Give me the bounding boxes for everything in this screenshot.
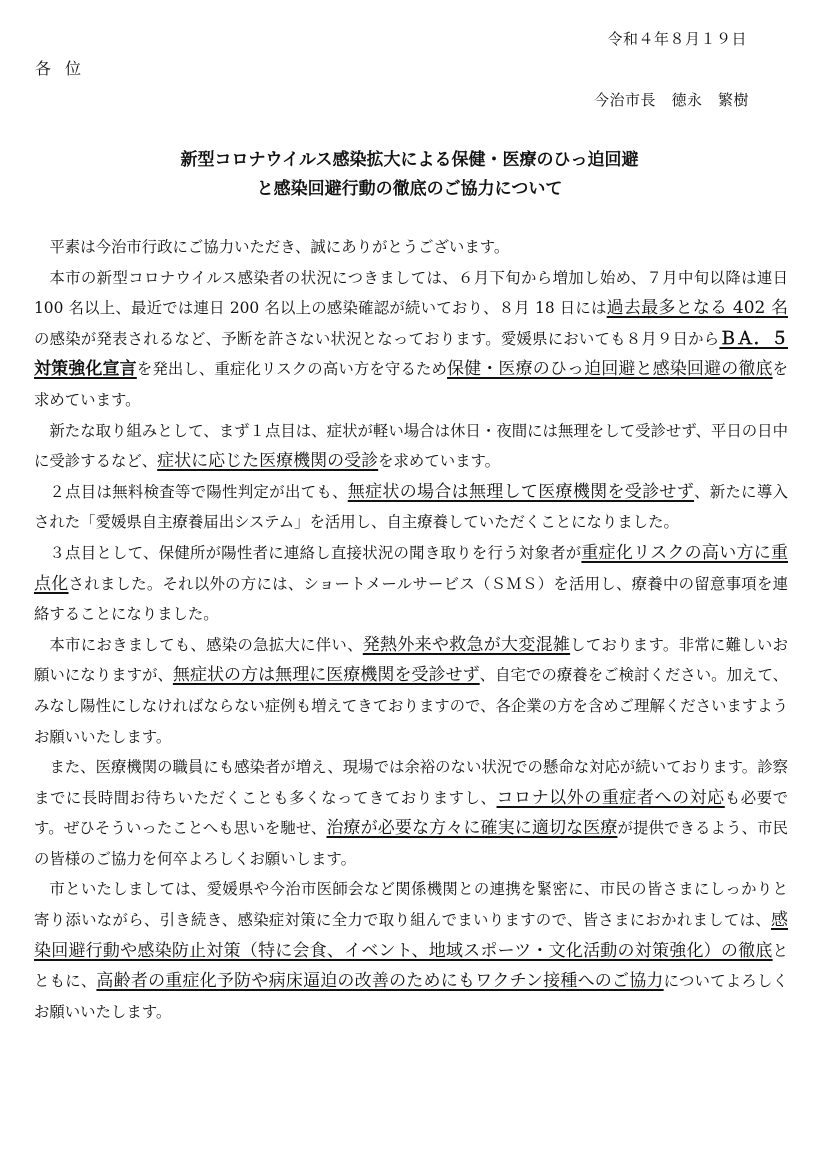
highlight-ba5-declaration: ＢＡ．５対策強化宣言 [34, 328, 788, 380]
title-line-2: と感染回避行動の徹底のご協力について [256, 179, 563, 199]
paragraph-text: の感染が発表されるなど、予断を許さない状況となっております。愛媛県においても８月９日から [34, 329, 720, 348]
highlight-record-cases: 過去最多となる 402 名 [606, 298, 788, 319]
paragraph-text: 、自宅での療養をご検討ください。加えて、みなし陽性にしなければならない症例も増えてきておりますので、各企業の方を含めご理解くださいますようお願いいたします。 [34, 666, 788, 746]
highlight-vaccination: 高齢者の重症化予防や病床逼迫の改善のためにもワクチン接種へのご協力 [96, 971, 664, 992]
paragraph-text: 平素は今治市行政にご協力いただき、誠にありがとうございます。 [49, 238, 510, 256]
addressee: 各位 [35, 59, 96, 78]
highlight-appropriate-clinic: 症状に応じた医療機関の受診 [157, 451, 379, 472]
paragraph-text: を求めています。 [34, 360, 789, 409]
document-title [0, 146, 819, 204]
highlight-fever-clinic-congestion: 発熱外来や救急が大変混雑 [362, 634, 571, 655]
highlight-medical-strain: 保健・医療のひっ迫回避と感染回避の徹底 [447, 359, 773, 380]
highlight-asymptomatic-home: 無症状の方は無理に医療機関を受診せず [172, 665, 480, 686]
paragraph-text: ２点目は無料検査等で陽性判定が出ても、 [49, 482, 348, 501]
paragraph-text: が提供できるよう、市民の皆様のご協力を何卒よろしくお願いします。 [34, 819, 788, 868]
paragraph-text: も必要です。ぜひそういったことへも思いを馳せ、 [34, 788, 788, 838]
paragraph-text: ３点目として、保健所が陽性者に連絡し直接状況の聞き取りを行う対象者が [49, 543, 582, 562]
paragraph-text: 市といたしましては、愛媛県や今治市医師会など関係機関との連携を緊密に、市民の皆さまにしっかりと寄り添いながら、引き続き、感染症対策に全力で取り組んでまいりますので、皆さまにおかれましては、 [34, 880, 788, 930]
paragraph-medical-staff [34, 752, 788, 874]
document-body [34, 232, 788, 1027]
highlight-high-risk-focus: 重症化リスクの高い方に重点化 [34, 542, 788, 594]
paragraph-text: 新たな取り組みとして、まず１点目は、症状が軽い場合は休日・夜間には無理をして受診せず、平日の日中に受診するなど、 [34, 421, 788, 471]
paragraph-text: とともに、 [34, 941, 788, 991]
sender-signature: 今治市長 徳永 繁樹 [593, 91, 749, 109]
paragraph-closing [34, 874, 788, 1027]
paragraph-greeting [34, 232, 788, 263]
paragraph-situation [34, 263, 788, 416]
paragraph-text: しております。非常に難しいお願いになりますが、 [34, 635, 788, 685]
paragraph-text: また、医療機関の職員にも感染者が増え、現場では余裕のない状況での懸命な対応が続いております。診察までに長時間お待ちいただくことも多くなってきておりますし、 [34, 758, 788, 807]
highlight-asymptomatic: 無症状の場合は無理して医療機関を受診せず [347, 481, 695, 502]
paragraph-text: についてよろしくお願いいたします。 [34, 972, 788, 1021]
highlight-needed-care: 治療が必要な方々に確実に適切な医療 [326, 818, 618, 839]
paragraph-text: を求めています。 [378, 452, 501, 471]
paragraph-text: されました。それ以外の方には、ショートメールサービス（ＳＭＳ）を活用し、療養中の留意事項を連絡することになりました。 [34, 574, 788, 624]
paragraph-text: を発出し、重症化リスクの高い方を守るため [136, 360, 448, 379]
paragraph-point-2 [34, 477, 788, 538]
paragraph-point-3 [34, 538, 788, 630]
highlight-non-covid-severe: コロナ以外の重症者への対応 [496, 787, 725, 808]
paragraph-text: 、新たに導入された「愛媛県自主療養届出システム」を活用し、自主療養していただくことになりました。 [34, 482, 788, 532]
paragraph-text: 本市におきましても、感染の急拡大に伴い、 [49, 635, 363, 654]
document-date: 令和４年８月１９日 [607, 30, 747, 48]
title-line-1: 新型コロナウイルス感染拡大による保健・医療のひっ迫回避 [180, 150, 639, 170]
paragraph-point-1 [34, 416, 788, 477]
highlight-infection-prevention: 感染回避行動や感染防止対策（特に会食、イベント、地域スポーツ・文化活動の対策強化）の徹底 [34, 910, 788, 961]
paragraph-text: 本市の新型コロナウイルス感染者の状況につきましては、６月下旬から増加し始め、７月中旬以降は連日 100 名以上、最近では連日 200 名以上の感染確認が続いており、８月 18 日には [34, 268, 788, 318]
paragraph-city-request [34, 630, 788, 752]
